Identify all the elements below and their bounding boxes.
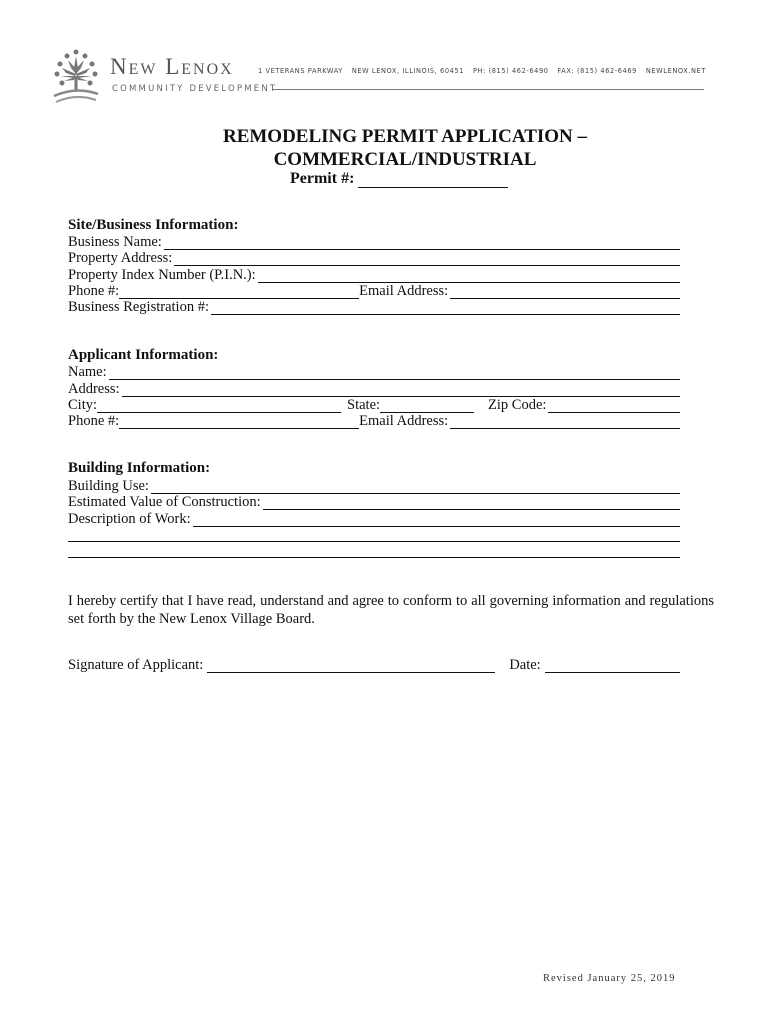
signature-field[interactable] (207, 660, 495, 673)
description-line-3[interactable] (68, 557, 680, 558)
new-lenox-logo-icon (50, 46, 102, 106)
city-label: City: (68, 397, 98, 413)
zip-label: Zip Code: (488, 397, 547, 413)
date-field[interactable] (545, 660, 680, 673)
pin-row (68, 266, 680, 283)
description-field[interactable] (193, 514, 680, 527)
building-use-label: Building Use: (68, 478, 149, 494)
applicant-email-label: Email Address: (359, 413, 449, 429)
applicant-phone-label: Phone #: (68, 413, 120, 429)
permit-number-blank[interactable] (358, 173, 508, 188)
website[interactable]: NEWLENOX.NET (645, 67, 706, 75)
description-row (68, 510, 680, 527)
business-name-row (68, 233, 680, 250)
registration-row (68, 298, 680, 315)
permit-number-field (290, 170, 508, 188)
revision-date: Revised January 25, 2019 (543, 973, 676, 984)
applicant-address-label: Address: (68, 381, 120, 397)
applicant-city-row (68, 396, 680, 413)
form-title-line1: REMODELING PERMIT APPLICATION – (222, 126, 588, 147)
applicant-name-field[interactable] (109, 367, 680, 380)
registration-label: Business Registration #: (68, 299, 209, 315)
certification-statement: I hereby certify that I have read, understand and agree to conform to all governing information and regulations set forth by the New Lenox Village Board. (68, 593, 714, 627)
applicant-heading: Applicant Information: (68, 347, 219, 363)
business-name-label: Business Name: (68, 234, 162, 250)
applicant-phone-field[interactable] (119, 416, 359, 429)
city-address: NEW LENOX, ILLINOIS, 60451 (351, 67, 465, 75)
brand-name: New Lenox (110, 54, 234, 79)
property-address-row (68, 249, 680, 266)
applicant-name-row (68, 363, 680, 380)
fax-number: FAX: (815) 462-6469 (557, 67, 637, 75)
description-label: Description of Work: (68, 511, 191, 527)
applicant-name-label: Name: (68, 364, 107, 380)
applicant-phone-email-row (68, 412, 680, 429)
property-address-field[interactable] (174, 253, 680, 266)
header-divider (272, 89, 704, 90)
registration-field[interactable] (211, 302, 680, 315)
description-line-2[interactable] (68, 541, 680, 542)
construction-value-row (68, 493, 680, 510)
building-heading: Building Information: (68, 460, 211, 476)
pin-label: Property Index Number (P.I.N.): (68, 267, 256, 283)
form-title-line2: COMMERCIAL/INDUSTRIAL (273, 149, 537, 170)
permit-number-label: Permit #: (290, 170, 355, 187)
site-phone-label: Phone #: (68, 283, 120, 299)
applicant-address-row (68, 380, 680, 397)
state-label: State: (347, 397, 381, 413)
site-business-heading: Site/Business Information: (68, 217, 239, 233)
signature-row (68, 656, 680, 673)
date-label: Date: (509, 657, 541, 673)
phone-number: PH: (815) 462-6490 (472, 67, 549, 75)
street-address: 1 VETERANS PARKWAY (258, 67, 343, 75)
site-email-label: Email Address: (359, 283, 449, 299)
brand-subtitle: COMMUNITY DEVELOPMENT (112, 84, 278, 94)
site-phone-email-row (68, 282, 680, 299)
construction-value-label: Estimated Value of Construction: (68, 494, 261, 510)
construction-value-field[interactable] (263, 497, 680, 510)
building-use-row (68, 477, 680, 494)
property-address-label: Property Address: (68, 250, 173, 266)
signature-label: Signature of Applicant: (68, 657, 204, 673)
applicant-email-field[interactable] (450, 416, 680, 429)
contact-line (258, 67, 706, 75)
